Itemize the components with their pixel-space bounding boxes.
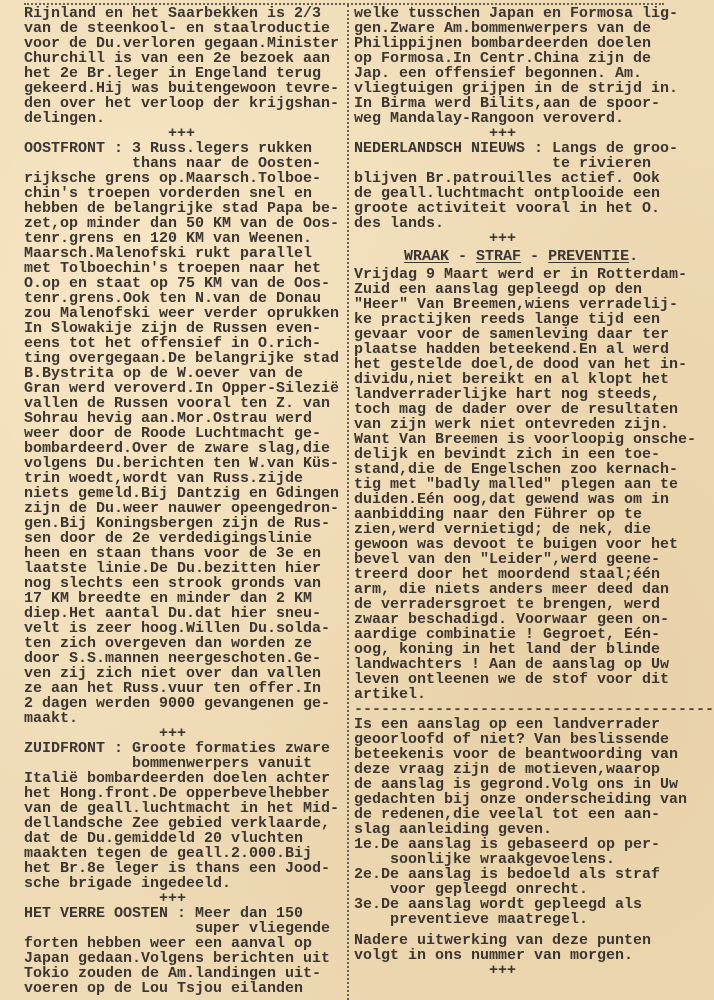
text-line: Jap. een offensief begonnen. Am. <box>354 65 643 82</box>
text-line: op Formosa.In Centr.China zijn de <box>354 50 652 67</box>
text-line: +++ <box>24 890 187 907</box>
text-line: NEDERLANDSCH NIEUWS : Langs de groo- <box>354 140 679 157</box>
text-line: zien,werd vernietigd; de nek, die <box>354 521 652 538</box>
article-headline <box>354 249 688 264</box>
text-line: de verradersgroet te brengen, werd <box>354 596 661 613</box>
text-line: +++ <box>354 125 517 142</box>
text-line: landverraderlijke hart nog steeds, <box>354 386 661 403</box>
text-line: het 2e Br.leger in Engeland terug <box>24 65 322 82</box>
text-line: OOSTFRONT : 3 Russ.legers rukken <box>24 140 313 157</box>
text-line: vliegtuigen grijpen in de strijd in. <box>354 80 679 97</box>
text-line: arm, die niets anders meer deed dan <box>354 581 670 598</box>
right-column <box>354 5 714 979</box>
text-line: delijk en bevindt zich in een toe- <box>354 446 661 463</box>
text-line: niets gemeld.Bij Dantzig en Gdingen <box>24 485 340 502</box>
text-line: trin woedt,wordt van Russ.zijde <box>24 470 304 487</box>
headline-word-straf: STRAF <box>476 248 522 265</box>
text-line: Sohrau hevig aan.Mor.Ostrau werd <box>24 410 313 427</box>
text-line: deze vraag zijn de motieven,waarop <box>354 761 661 778</box>
text-line: preventieve maatregel. <box>354 911 589 928</box>
text-line: den over het verloop der krijgshan- <box>24 95 340 112</box>
text-line: 2e.De aanslag is bedoeld als straf <box>354 866 661 883</box>
text-line: dat de Du.gemiddeld 20 vluchten <box>24 830 304 847</box>
essay-body <box>354 717 688 927</box>
text-line: groote activiteit vooral in het O. <box>354 200 661 217</box>
text-line: van de geall.luchtmacht in het Mid- <box>24 800 340 817</box>
text-line: zou Malenofski weer verder oprukken <box>24 305 340 322</box>
text-line: gekeerd.Hij was buitengewoon tevre- <box>24 80 340 97</box>
text-line: ten zich overgeven dan worden ze <box>24 635 313 652</box>
text-line: te rivieren <box>354 155 652 172</box>
text-line: weer door de Roode Luchtmacht ge- <box>24 425 322 442</box>
text-line: Nadere uitwerking van deze punten <box>354 932 652 949</box>
text-line: de redenen,die veelal tot een aan- <box>354 806 661 823</box>
text-line: Gran werd veroverd.In Opper-Silezië <box>24 380 340 397</box>
text-line: aardige combinatie ! Gegroet, Eén- <box>354 626 661 643</box>
text-line: Rijnland en het Saarbekken is 2/3 <box>24 5 322 22</box>
headline-period: . <box>629 248 639 265</box>
text-line: de aanslag is gegrond.Volg ons in Uw <box>354 776 679 793</box>
text-line: weg Mandalay-Rangoon veroverd. <box>354 110 625 127</box>
text-line: maakten tegen de geall.2.000.Bij <box>24 845 313 862</box>
text-line: 1e.De aanslag is gebaseerd op per- <box>354 836 661 853</box>
text-line: forten hebben weer een aanval op <box>24 935 313 952</box>
text-line: met Tolboechin's troepen naar het <box>24 260 322 277</box>
text-line: 3e.De aanslag wordt gepleegd als <box>354 896 643 913</box>
text-line: B.Bystrita op de W.oever van de <box>24 365 304 382</box>
text-line: eens tot het offensief in O.rich- <box>24 335 322 352</box>
headline-word-wraak: WRAAK <box>404 248 450 265</box>
text-line: ting overgegaan.De belangrijke stad <box>24 350 340 367</box>
text-line: heen en staan thans voor de 3e en <box>24 545 322 562</box>
text-line: +++ <box>24 125 196 142</box>
text-line: de geall.luchtmacht ontplooide een <box>354 185 661 202</box>
text-line: diep.Het aantal Du.dat hier sneu- <box>24 605 322 622</box>
text-line: Churchill is van een 2e bezoek aan <box>24 50 331 67</box>
text-line: het Hong.front.De opperbevelhebber <box>24 785 331 802</box>
text-line: Want Van Breemen is voorloopig onsche- <box>354 431 697 448</box>
text-line: tig met "badly malled" plegen aan te <box>354 476 679 493</box>
section-separator: ---------------------------------------- <box>354 701 714 718</box>
text-line: geoorloofd of niet? Van beslissende <box>354 731 670 748</box>
text-line: soonlijke wraakgevoelens. <box>354 851 616 868</box>
text-line: bommenwerpers vanuit <box>24 755 313 772</box>
text-line: Zuid een aanslag gepleegd op den <box>354 281 643 298</box>
text-line: tenr.grens.Ook ten N.van de Donau <box>24 290 322 307</box>
news-bulletin-section <box>354 6 688 246</box>
text-line: toch mag de dader over de resultaten <box>354 401 679 418</box>
text-line: 17 KM breedte en minder dan 2 KM <box>24 590 313 607</box>
text-line: Tokio zouden de Am.landingen uit- <box>24 965 322 982</box>
text-line: ze aan het Russ.vuur ten offer.In <box>24 680 322 697</box>
text-line: +++ <box>24 725 187 742</box>
text-line: sen door de 2e verdedigingslinie <box>24 530 313 547</box>
text-line: dellandsche Zee gebied verklaarde, <box>24 815 331 832</box>
text-line: het Br.8e leger is thans een Jood- <box>24 860 331 877</box>
text-line: Maarsch.Malenofski rukt parallel <box>24 245 313 262</box>
text-line: voeren op de Lou Tsjou eilanden <box>24 980 304 997</box>
text-line: +++ <box>354 962 517 979</box>
text-line: chin's troepen vorderden snel en <box>24 185 313 202</box>
text-line: hebben de belangrijke stad Papa be- <box>24 200 340 217</box>
text-line: gen.Bij Koningsbergen zijn de Rus- <box>24 515 331 532</box>
text-line: thans naar de Oosten- <box>24 155 322 172</box>
text-line: +++ <box>354 230 517 247</box>
text-line: gevaar voor de samenleving daar ter <box>354 326 670 343</box>
text-line: oog, koning in het land der blinde <box>354 641 661 658</box>
text-line: gewoon was devoot te buigen voor het <box>354 536 679 553</box>
column-divider <box>347 5 349 1000</box>
text-line: voor de Du.verloren gegaan.Minister <box>24 35 340 52</box>
text-line: gedachten bij onze onderscheiding van <box>354 791 688 808</box>
headline-word-preventie: PREVENTIE <box>548 248 630 265</box>
headline-dash: - <box>521 248 549 265</box>
text-line: bombardeerd.Over de zware slag,die <box>24 440 331 457</box>
closing-note <box>354 933 688 978</box>
text-line: leven ontleenen we de stof voor dit <box>354 671 670 688</box>
text-line: 2 dagen werden 9000 gevangenen ge- <box>24 695 331 712</box>
text-line: door S.S.mannen neergeschoten.Ge- <box>24 650 322 667</box>
text-line: van zijn werk niet ontevreden zijn. <box>354 416 670 433</box>
text-line: sche brigade ingedeeld. <box>24 875 232 892</box>
text-line: zet,op minder dan 50 KM van de Oos- <box>24 215 340 232</box>
text-line: tenr.grens en 120 KM van Weenen. <box>24 230 313 247</box>
text-line: Italië bombardeerden doelen achter <box>24 770 331 787</box>
text-line: nog slechts een strook gronds van <box>24 575 322 592</box>
text-line: treerd door het moordend staal;één <box>354 566 661 583</box>
text-line: maakt. <box>24 710 79 727</box>
text-line: In Slowakije zijn de Russen even- <box>24 320 322 337</box>
text-line: velt is zeer hoog.Willen Du.solda- <box>24 620 331 637</box>
text-line: ven zij zich niet over dan vallen <box>24 665 322 682</box>
text-line: ke practijken reeds lange tijd een <box>354 311 661 328</box>
text-line: het gestelde doel,de dood van het in- <box>354 356 688 373</box>
text-line: stand,die de Engelschen zoo kernach- <box>354 461 679 478</box>
text-line: laatste linie.De Du.bezitten hier <box>24 560 322 577</box>
text-line: ZUIDFRONT : Groote formaties zware <box>24 740 331 757</box>
text-line: des lands. <box>354 215 445 232</box>
text-line: plaatse hadden beteekend.En al werd <box>354 341 670 358</box>
text-line: voor gepleegd onrecht. <box>354 881 589 898</box>
text-line: volgens Du.berichten ten W.van Küs- <box>24 455 340 472</box>
text-line: welke tusschen Japan en Formosa lig- <box>354 5 679 22</box>
text-line: delingen. <box>24 110 106 127</box>
text-line: blijven Br.patrouilles actief. Ook <box>354 170 661 187</box>
text-line: super vliegende <box>24 920 331 937</box>
text-line: bevel van den "Leider",werd geene- <box>354 551 661 568</box>
text-line: Is een aanslag op een landverrader <box>354 716 661 733</box>
text-line: gen.Zware Am.bommenwerpers van de <box>354 20 652 37</box>
text-line: zijn de Du.weer nauwer opeengedron- <box>24 500 340 517</box>
text-line: vallen de Russen vooral ten Z. van <box>24 395 331 412</box>
text-line: Japan gedaan.Volgens berichten uit <box>24 950 331 967</box>
text-line: van de steenkool- en staalroductie <box>24 20 331 37</box>
text-line: zwaar beschadigd. Voorwaar geen on- <box>354 611 670 628</box>
text-line: "Heer" Van Breemen,wiens verradelij- <box>354 296 679 313</box>
text-line: rijksche grens op.Maarsch.Tolboe- <box>24 170 322 187</box>
text-line: beteekenis voor de beantwoording van <box>354 746 679 763</box>
text-line: volgt in ons nummer van morgen. <box>354 947 634 964</box>
text-line: Vrijdag 9 Maart werd er in Rotterdam- <box>354 266 688 283</box>
text-line: O.op en staat op 75 KM van de Oos- <box>24 275 331 292</box>
text-line: Philippijnen bombardeerden doelen <box>354 35 652 52</box>
text-line: In Birma werd Bilits,aan de spoor- <box>354 95 661 112</box>
text-line: aanbidding naar den Führer op te <box>354 506 643 523</box>
text-line: landwachters ! Aan de aanslag op Uw <box>354 656 670 673</box>
left-column <box>24 6 342 996</box>
text-line: artikel. <box>354 686 427 703</box>
headline-dash: - <box>449 248 477 265</box>
text-line: slag aanleiding geven. <box>354 821 553 838</box>
article-body <box>354 266 697 703</box>
text-line: dividu,niet bereikt en al klopt het <box>354 371 670 388</box>
text-line: duiden.Eén oog,dat gewend was om in <box>354 491 670 508</box>
text-line: HET VERRE OOSTEN : Meer dan 150 <box>24 905 304 922</box>
